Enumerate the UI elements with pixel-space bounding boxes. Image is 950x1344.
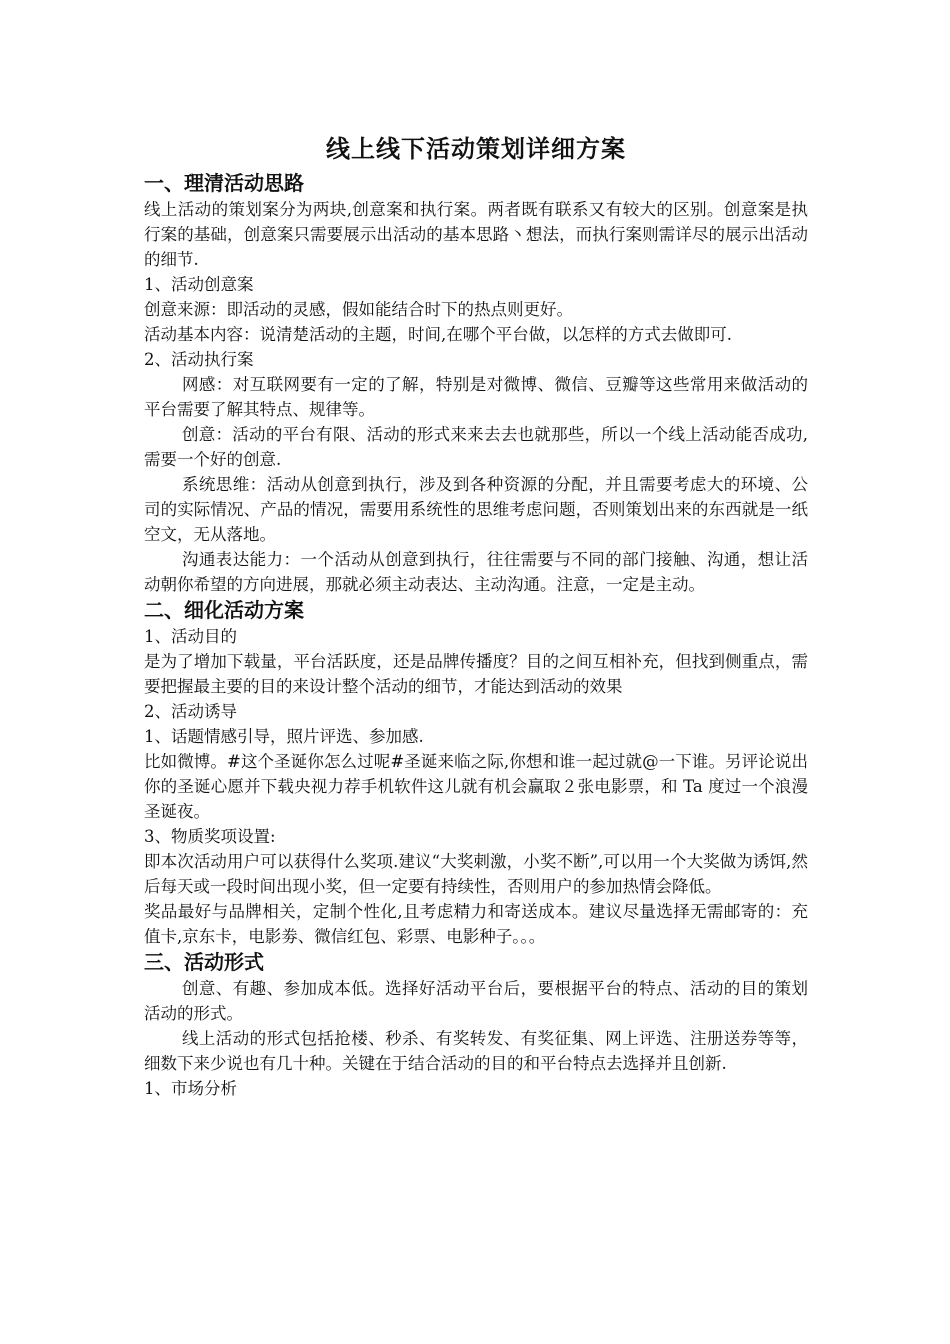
paragraph: 线上活动的形式包括抢楼、秒杀、有奖转发、有奖征集、网上评选、注册送券等等，细数下来少说也有几十种。关键在于结合活动的目的和平台特点去选择并且创新. [144,1029,808,1073]
document-page [144,128,808,1101]
subheading: 3、物质奖项设置: [144,827,276,846]
paragraph: 即本次活动用户可以获得什么奖项.建议“大奖刺激，小奖不断”,可以用一个大奖做为诱饵,然后每天或一段时间出现小奖，但一定要有持续性，否则用户的参加热情会降低。 [144,852,808,896]
section-heading: 三、活动形式 [144,950,264,974]
section-3 [144,949,808,1101]
paragraph: 是为了增加下载量，平台活跃度，还是品牌传播度？目的之间互相补充，但找到侧重点，需要把握最主要的目的来设计整个活动的细节，才能达到活动的效果 [144,652,808,696]
section-heading: 二、细化活动方案 [144,598,304,622]
subheading: 2、活动诱导 [144,702,237,721]
paragraph: 沟通表达能力：一个活动从创意到执行，往往需要与不同的部门接触、沟通，想让活动朝你希望的方向进展，那就必须主动表达、主动沟通。注意，一定是主动。 [144,550,808,594]
paragraph: 比如微博。#这个圣诞你怎么过呢#圣诞来临之际,你想和谁一起过就@一下谁。另评论说出你的圣诞心愿并下载央视力荐手机软件这儿就有机会赢取２张电影票，和 Ta 度过一个浪漫圣诞夜。 [144,752,808,821]
document-title: 线上线下活动策划详细方案 [326,135,626,163]
subheading: 1、活动目的 [144,627,237,646]
paragraph: 1、话题情感引导，照片评选、参加感. [144,727,424,746]
subheading: 1、活动创意案 [144,275,254,294]
paragraph: 创意来源：即活动的灵感，假如能结合时下的热点则更好。 [144,300,573,319]
section-2 [144,597,808,949]
paragraph: 创意、有趣、参加成本低。选择好活动平台后，要根据平台的特点、活动的目的策划活动的形式。 [144,979,808,1023]
subheading: 1、市场分析 [144,1079,237,1098]
paragraph: 网感：对互联网要有一定的了解，特别是对微博、微信、豆瓣等这些常用来做活动的平台需要了解其特点、规律等。 [144,375,808,419]
paragraph: 活动基本内容：说清楚活动的主题，时间,在哪个平台做，以怎样的方式去做即可. [144,325,732,344]
subheading: 2、活动执行案 [144,350,254,369]
section-1 [144,170,808,597]
paragraph: 奖品最好与品牌相关，定制个性化,且考虑精力和寄送成本。建议尽量选择无需邮寄的：充值卡,京东卡，电影劵、微信红包、彩票、电影种子。。。 [144,902,808,946]
paragraph: 线上活动的策划案分为两块,创意案和执行案。两者既有联系又有较大的区别。创意案是执行案的基础，创意案只需要展示出活动的基本思路丶想法，而执行案则需详尽的展示出活动的细节. [144,200,808,269]
paragraph: 创意：活动的平台有限、活动的形式来来去去也就那些，所以一个线上活动能否成功,需要一个好的创意. [144,425,808,469]
paragraph: 系统思维：活动从创意到执行，涉及到各种资源的分配，并且需要考虑大的环境、公司的实际情况、产品的情况，需要用系统性的思维考虑问题，否则策划出来的东西就是一纸空文，无从落地。 [144,475,808,544]
section-heading: 一、理清活动思路 [144,171,304,195]
